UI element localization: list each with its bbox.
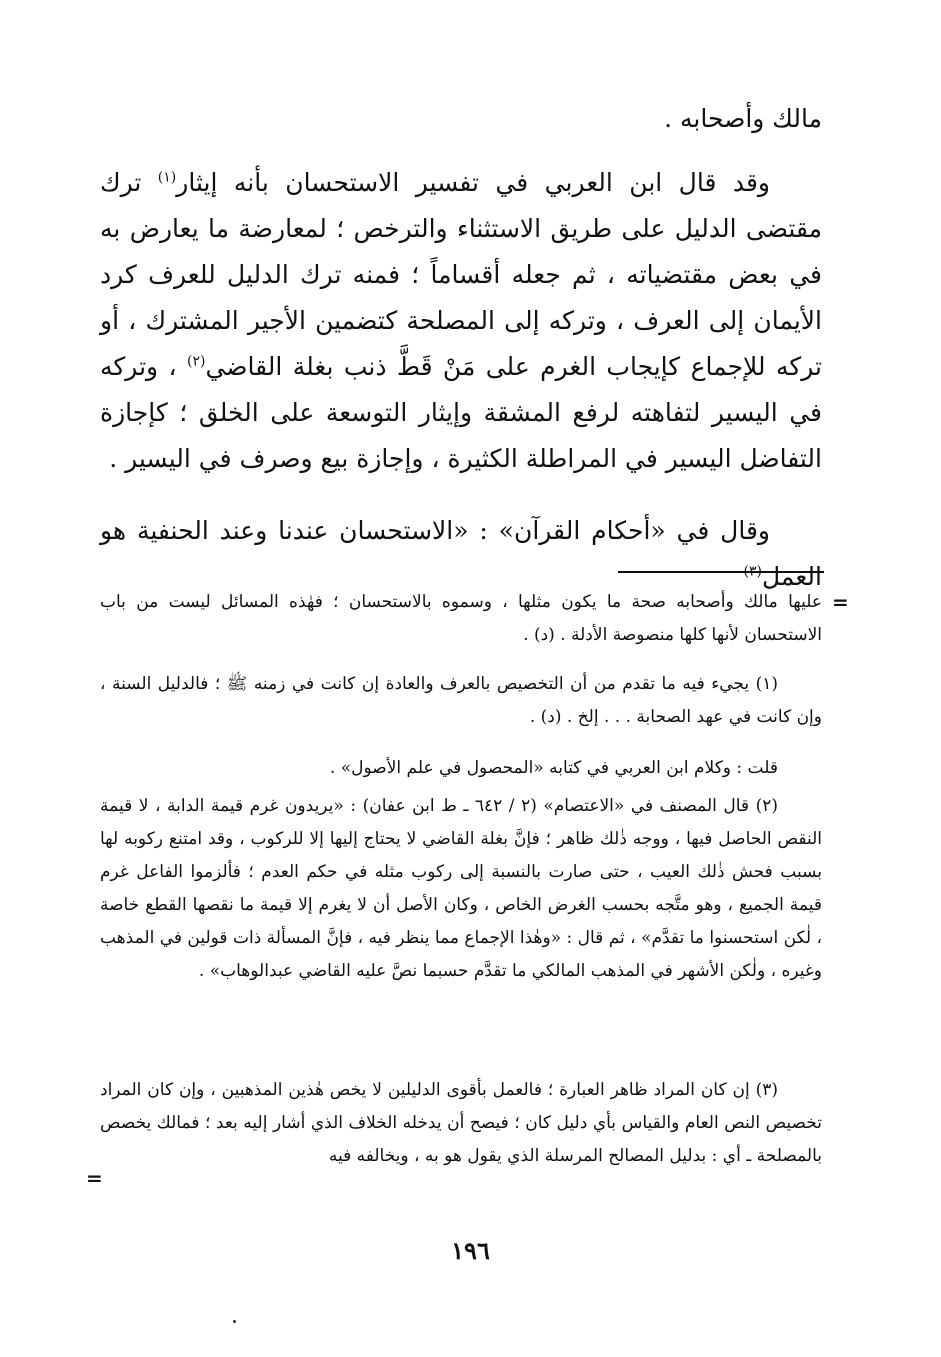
footnote-1 — [100, 668, 822, 734]
footnote-ref-2: (٢) — [186, 353, 206, 370]
footnote-continued-text: عليها مالك وأصحابه صحة ما يكون مثلها ، وسموه بالاستحسان ؛ فهٰذه المسائل ليست من باب الاستحسان لأنها كلها منصوصة الأدلة . (د) . — [100, 592, 822, 645]
paragraph-2-part-b: ترك مقتضى الدليل على طريق الاستثناء والترخص ؛ لمعارضة ما يعارض به في بعض مقتضياته ، ثم جعله أقساماً ؛ فمنه ترك الدليل للعرف كرد الأيمان إلى العرف ، وتركه إلى المصلحة كتضمين الأجير المشترك ، أو تركه للإجماع كإيجاب الغرم على مَنْ قَطَّ ذنب بغلة القاضي — [100, 168, 822, 381]
footnote-ref-3: (٣) — [743, 563, 762, 580]
paragraph-2-part-a: وقد قال ابن العربي في تفسير الاستحسان بأنه إيثار — [176, 168, 770, 197]
footnote-continuation-marker-top: = — [832, 590, 849, 614]
main-text-continuation — [100, 96, 822, 142]
paragraph-2 — [100, 160, 822, 482]
page-number: ١٩٦ — [451, 1236, 490, 1265]
footnote-continued — [100, 586, 822, 652]
paragraph-2-part-c: ، وتركه في اليسير لتفاهته لرفع المشقة وإيثار التوسعة على الخلق ؛ كإجازة التفاضل اليسير في المراطلة الكثيرة ، وإجازة بيع وصرف في اليسير . — [100, 352, 822, 473]
footnote-1-comment-text: قلت : وكلام ابن العربي في كتابه «المحصول في علم الأصول» . — [329, 758, 778, 778]
footnote-3 — [100, 1074, 822, 1173]
footnote-1-comment — [100, 752, 822, 785]
paragraph-1: مالك وأصحابه . — [664, 104, 822, 133]
footnote-3-text: (٣) إن كان المراد ظاهر العبارة ؛ فالعمل بأقوى الدليلين لا يخص هٰذين المذهبين ، وإن كان المراد تخصيص النص العام والقياس بأي دليل كان ؛ فيصح أن يدخله الخلاف الذي أشار إليه بعد ؛ فمالك يخصص بالمصلحة ـ أي : بدليل المصالح المرسلة الذي يقول هو به ، ويخالفه فيه — [100, 1080, 822, 1166]
main-text-paragraph-2 — [100, 160, 822, 482]
footnote-2-text: (٢) قال المصنف في «الاعتصام» (٢ / ٦٤٢ ـ ط ابن عفان) : «يريدون غرم قيمة الدابة ، لا قيمة النقص الحاصل فيها ، ووجه ذٰلك ظاهر ؛ فإنَّ بغلة القاضي لا يحتاج إليها إلا للركوب ، وقد امتنع ركوبه لها بسبب فحش ذٰلك العيب ، حتى صارت بالنسبة إلى ركوب مثله في حكم العدم ؛ فألزموا الفاعل غرم قيمة الجميع ، وهو متَّجه بحسب الغرض الخاص ، وكان الأصل أن لا يغرم إلا قيمة ما نقصها القطع خاصة ، لٰكن استحسنوا ما تقدَّم» ، ثم قال : «وهٰذا الإجماع مما ينظر فيه ، فإنَّ المسألة ذات قولين في المذهب وغيره ، ولٰكن الأشهر في المذهب المالكي ما تقدَّم حسبما نصَّ عليه القاضي عبدالوهاب» . — [99, 796, 822, 981]
footnote-2 — [100, 790, 822, 988]
paragraph-3-text: وقال في «أحكام القرآن» : «الاستحسان عندنا وعند الحنفية هو العمل — [100, 516, 822, 591]
footnote-ref-1: (١) — [157, 169, 177, 186]
scan-speck — [233, 1320, 236, 1323]
footnote-1-text: (١) يجيء فيه ما تقدم من أن التخصيص بالعرف والعادة إن كانت في زمنه ﷺ ؛ فالدليل السنة ، وإن كانت في عهد الصحابة . . . إلخ . (د) . — [100, 674, 822, 727]
footnote-continuation-marker-bottom: = — [86, 1166, 103, 1190]
footnote-separator-rule — [618, 571, 824, 573]
